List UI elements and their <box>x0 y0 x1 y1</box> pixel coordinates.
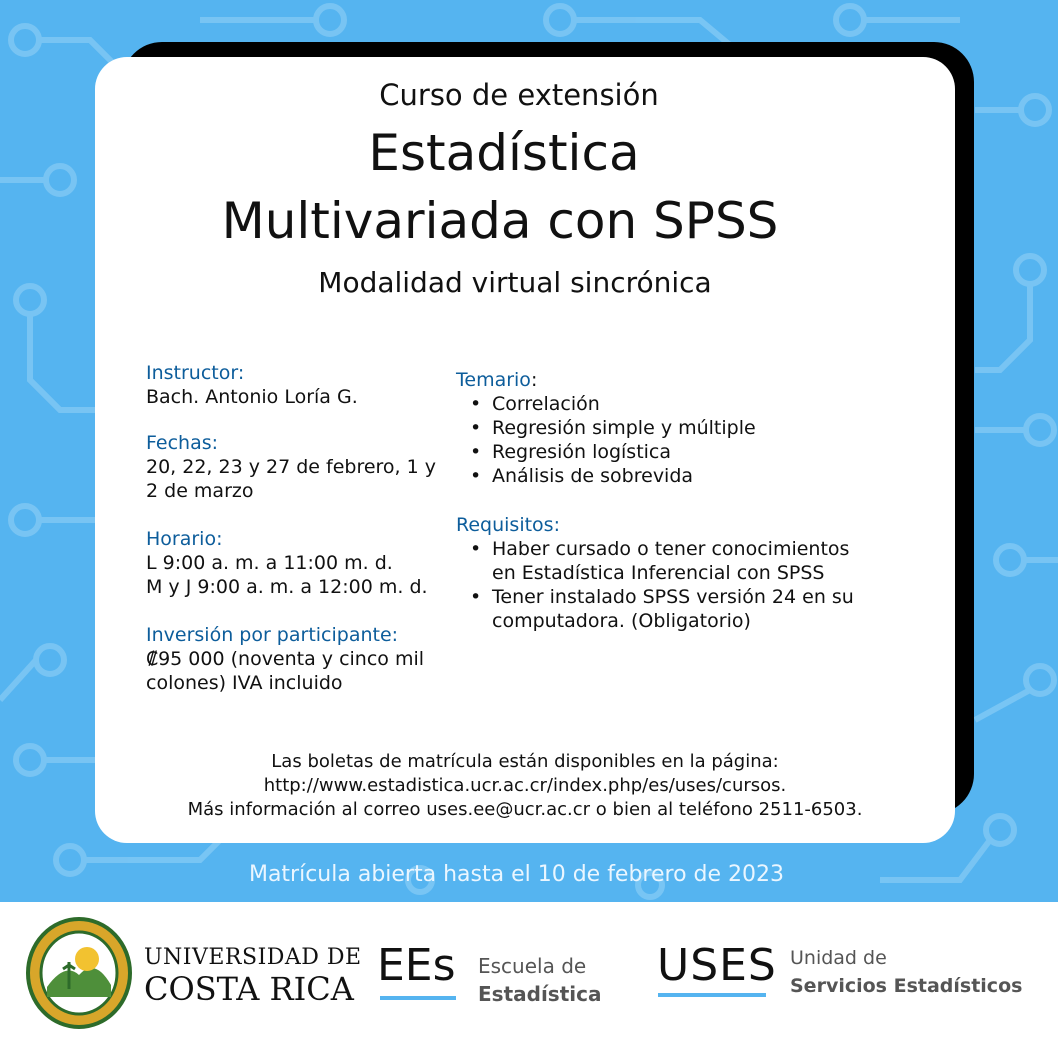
uses-logo-mark: USES <box>657 940 777 991</box>
syllabus-label: Temario <box>456 369 531 391</box>
ucr-line1: UNIVERSIDAD DE <box>144 945 362 970</box>
requirements-label: Requisitos: <box>456 514 560 536</box>
ees-line1: Escuela de <box>478 954 587 978</box>
schedule-label: Horario: <box>146 528 223 550</box>
schedule-line1: L 9:00 a. m. a 11:00 m. d. <box>146 552 393 574</box>
cost-label: Inversión por participante: <box>146 624 399 646</box>
contact-details: Más información al correo uses.ee@ucr.ac.cr o bien al teléfono 2511-6503. <box>187 799 863 820</box>
ees-underline <box>380 996 456 1000</box>
instructor-label: Instructor: <box>146 362 245 384</box>
syllabus-item: • Correlación <box>492 392 936 416</box>
course-title-line2: Multivariada con SPSS <box>221 192 779 250</box>
requirement-item <box>492 537 936 585</box>
course-type: Curso de extensión <box>379 78 659 112</box>
requirement-1-line2: en Estadística Inferencial con SPSS <box>492 562 825 584</box>
requirements-list <box>456 537 936 633</box>
ees-logo-mark: EEs <box>377 940 456 991</box>
uses-underline <box>658 993 766 997</box>
uses-line1: Unidad de <box>790 947 887 969</box>
syllabus-item: • Regresión simple y múltiple <box>492 416 936 440</box>
ees-line2: Estadística <box>478 982 602 1006</box>
ucr-line2: COSTA RICA <box>144 970 354 1008</box>
uses-wordmark <box>790 944 1022 1000</box>
instructor-value: Bach. Antonio Loría G. <box>146 386 358 408</box>
syllabus-colon: : <box>530 369 538 391</box>
syllabus-item: • Regresión logística <box>492 440 936 464</box>
cost-line1: ₡95 000 (noventa y cinco mil <box>146 648 425 670</box>
course-modality: Modalidad virtual sincrónica <box>318 266 712 299</box>
syllabus-item: • Análisis de sobrevida <box>492 464 936 488</box>
course-title-line1: Estadística <box>368 124 640 182</box>
uses-line2: Servicios Estadísticos <box>790 975 1023 997</box>
contact-info <box>0 750 1050 822</box>
enrollment-deadline: Matrícula abierta hasta el 10 de febrero de 2023 <box>248 862 785 887</box>
registration-note: Las boletas de matrícula están disponibles en la página: <box>271 751 779 772</box>
syllabus-list <box>456 392 936 488</box>
dates-line2: 2 de marzo <box>146 480 254 502</box>
right-column <box>456 368 936 633</box>
requirement-2-line2: computadora. (Obligatorio) <box>492 610 751 632</box>
dates-line1: 20, 22, 23 y 27 de febrero, 1 y <box>146 456 437 478</box>
requirement-item <box>492 585 936 633</box>
requirement-1-line1: Haber cursado o tener conocimientos <box>492 538 850 560</box>
ucr-wordmark <box>144 945 362 1008</box>
registration-url[interactable]: http://www.estadistica.ucr.ac.cr/index.php/es/uses/cursos. <box>263 775 787 796</box>
requirement-2-line1: Tener instalado SPSS versión 24 en su <box>492 586 854 608</box>
dates-label: Fechas: <box>146 432 219 454</box>
left-column <box>146 361 456 695</box>
ucr-seal-icon <box>25 917 133 1029</box>
schedule-line2: M y J 9:00 a. m. a 12:00 m. d. <box>146 576 428 598</box>
cost-line2: colones) IVA incluido <box>146 672 343 694</box>
ees-wordmark <box>478 952 601 1008</box>
